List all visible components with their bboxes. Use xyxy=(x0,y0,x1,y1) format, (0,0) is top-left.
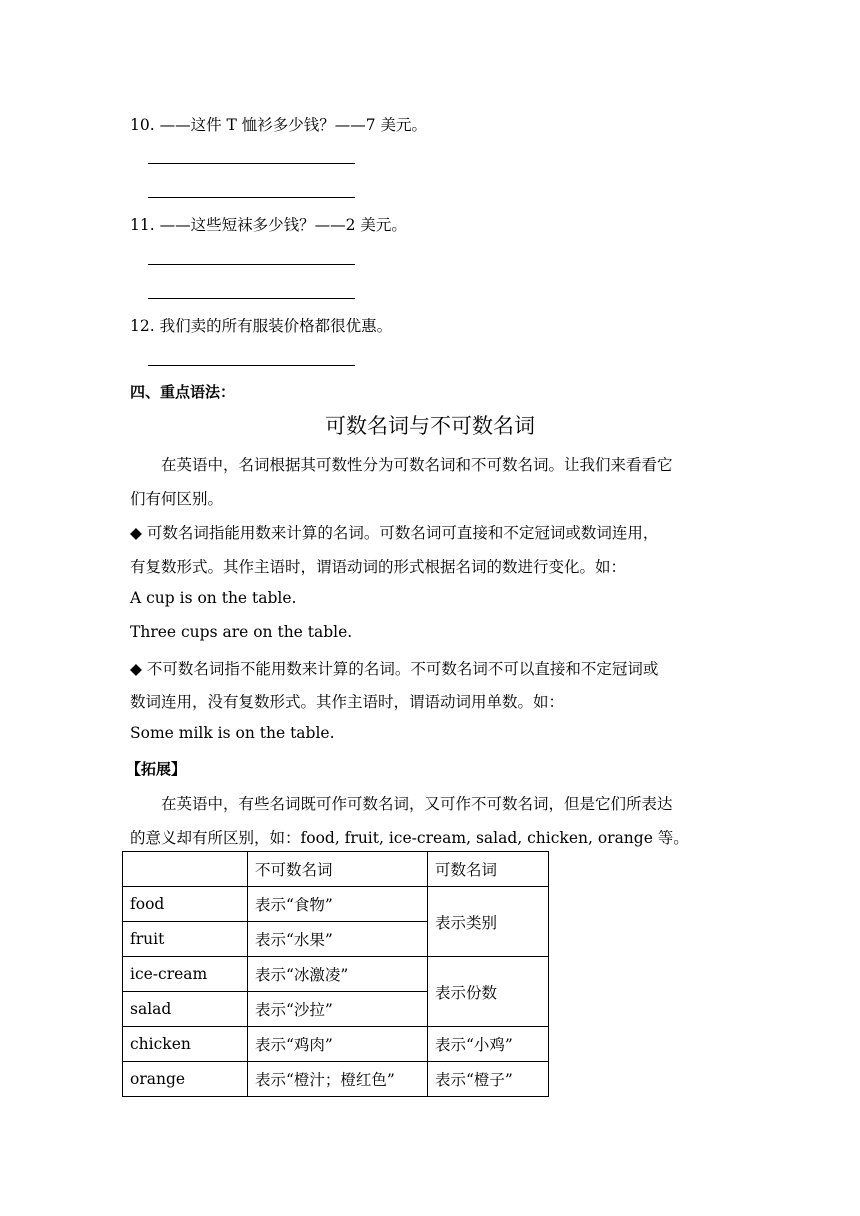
table-cell-word: ice-cream xyxy=(123,957,248,992)
table-header-row xyxy=(123,852,549,887)
exercise-10: 10. ——这件 T 恤衫多少钱？——7 美元。 xyxy=(130,116,428,134)
table-header-cell xyxy=(123,852,248,887)
extension-heading: 【拓展】 xyxy=(126,760,187,778)
exercise-12: 12. 我们卖的所有服装价格都很优惠。 xyxy=(130,317,393,335)
table-cell-uncountable: 表示“冰激凌” xyxy=(248,957,428,992)
table-cell-countable: 表示“橙子” xyxy=(428,1062,549,1097)
answer-line xyxy=(148,298,355,299)
table-row xyxy=(123,887,549,922)
example-sentence: Three cups are on the table. xyxy=(130,623,353,641)
table-cell-uncountable: 表示“水果” xyxy=(248,922,428,957)
table-row xyxy=(123,1027,549,1062)
example-sentence: A cup is on the table. xyxy=(130,589,297,607)
intro-text: 在英语中，名词根据其可数性分为可数名词和不可数名词。让我们来看看它 xyxy=(161,456,673,474)
table-cell-word: orange xyxy=(123,1062,248,1097)
extension-text: 在英语中，有些名词既可作可数名词，又可作不可数名词，但是它们所表达 xyxy=(161,795,673,813)
answer-line xyxy=(148,163,355,164)
answer-line xyxy=(148,197,355,198)
extension-text: 的意义却有所区别，如：food, fruit, ice-cream, salad, chicken, orange 等。 xyxy=(130,829,689,847)
noun-table xyxy=(122,851,549,1097)
countable-text: 有复数形式。其作主语时，谓语动词的形式根据名词的数进行变化。如： xyxy=(130,558,627,576)
table-cell-uncountable: 表示“鸡肉” xyxy=(248,1027,428,1062)
table-cell-word: chicken xyxy=(123,1027,248,1062)
table-cell-uncountable: 表示“食物” xyxy=(248,887,428,922)
table-cell-word: salad xyxy=(123,992,248,1027)
table-cell-uncountable: 表示“沙拉” xyxy=(248,992,428,1027)
intro-text: 们有何区别。 xyxy=(130,490,224,508)
uncountable-text: 数词连用，没有复数形式。其作主语时，谓语动词用单数。如： xyxy=(130,693,565,711)
table-cell-countable: 表示“小鸡” xyxy=(428,1027,549,1062)
table-cell-uncountable: 表示“橙汁；橙红色” xyxy=(248,1062,428,1097)
table-cell-countable: 表示类别 xyxy=(428,887,549,957)
table-cell-word: food xyxy=(123,887,248,922)
table-cell-word: fruit xyxy=(123,922,248,957)
countable-text: ◆ 可数名词指能用数来计算的名词。可数名词可直接和不定冠词或数词连用， xyxy=(130,524,659,542)
answer-line xyxy=(148,264,355,265)
table-header-cell: 不可数名词 xyxy=(248,852,428,887)
section-heading: 四、重点语法： xyxy=(130,383,236,401)
answer-line xyxy=(148,365,355,366)
uncountable-text: ◆ 不可数名词指不能用数来计算的名词。不可数名词不可以直接和不定冠词或 xyxy=(130,660,659,678)
table-cell-countable: 表示份数 xyxy=(428,957,549,1027)
exercise-11: 11. ——这些短袜多少钱？——2 美元。 xyxy=(130,216,407,234)
table-header-cell: 可数名词 xyxy=(428,852,549,887)
example-sentence: Some milk is on the table. xyxy=(130,724,335,742)
page-title: 可数名词与不可数名词 xyxy=(325,414,535,438)
table-row xyxy=(123,957,549,992)
table-row xyxy=(123,1062,549,1097)
